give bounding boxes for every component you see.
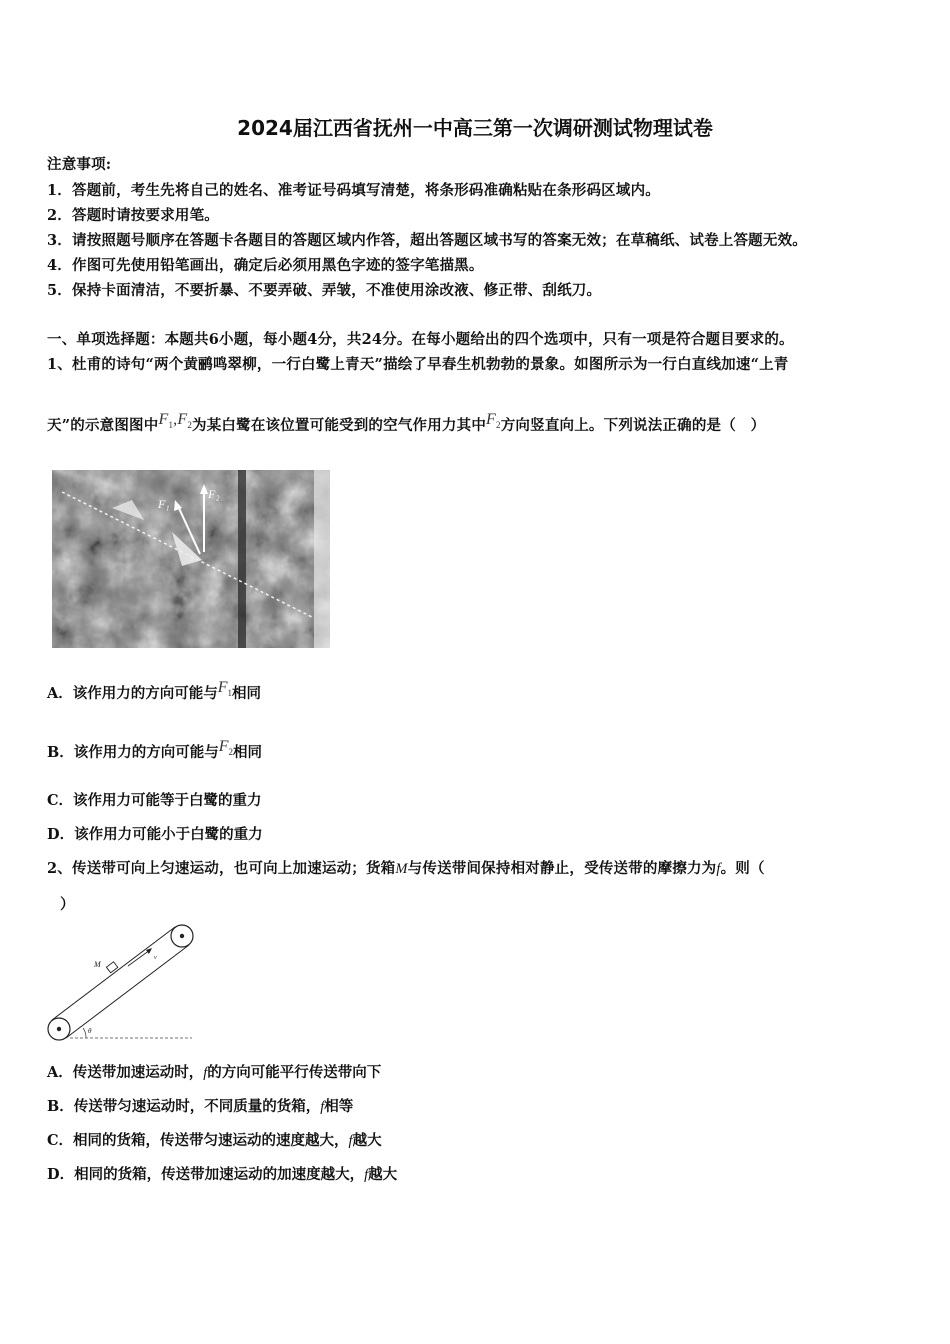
q2-option-b: B．传送带匀速运动时，不同质量的货箱，f相等 [47,1098,354,1115]
theta-label: θ [88,1027,92,1035]
q1-stem-line1: 1、杜甫的诗句“两个黄鹂鸣翠柳，一行白鹭上青天”描绘了早春生机勃勃的景象。如图所示为一行白直线加速“上青 [47,356,789,373]
f1-symbol: $F_1$ [217,679,233,699]
q1-stem-line2 [47,411,766,436]
q1-option-b: B．该作用力的方向可能与$F_2$相同 [47,738,263,761]
q1-option-a: A．该作用力的方向可能与$F_1$相同 [47,679,262,702]
page-title: 2024届江西省抚州一中高三第一次调研测试物理试卷 [237,116,713,140]
q1-stem-text-c: 方向竖直向上。下列说法正确的是（ ） [500,417,766,434]
m-label: M [94,960,101,969]
f2-symbol: $F_2$ [218,738,234,758]
belt-bottom [66,945,189,1038]
q2-option-c: C．相同的货箱，传送带匀速运动的速度越大，f越大 [47,1132,382,1149]
conveyor-belt-figure [42,918,202,1046]
note-item-2: 2．答题时请按要求用笔。 [47,207,219,224]
notes-heading: 注意事项: [47,156,112,173]
note-item-5: 5．保持卡面清洁，不要折暴、不要弄破、弄皱，不准使用涂改液、修正带、刮纸刀。 [47,282,602,299]
q1-option-d: D．该作用力可能小于白鹭的重力 [47,826,263,843]
note-item-3: 3．请按照题号顺序在答题卡各题目的答题区域内作答，超出答题区域书写的答案无效；在草稿纸、试卷上答题无效。 [47,232,807,249]
q1-stem-text-a: 天”的示意图图中 [47,417,159,434]
egret-figure [52,470,330,648]
q1-stem-text-b: 为某白鹭在该位置可能受到的空气作用力其中 [192,417,487,434]
q1-option-c: C．该作用力可能等于白鹭的重力 [47,792,262,809]
velocity-arrow [128,950,150,966]
f2-label: F₂ [208,487,220,501]
q2-option-a: A．传送带加速运动时，f的方向可能平行传送带向下 [47,1064,382,1081]
f2-symbol: $F_2$ [486,411,501,431]
q2-stem-line2: ） [60,896,75,913]
belt-top [52,927,175,1020]
note-item-1: 1．答题前，考生先将自己的姓名、准考证号码填写清楚，将条形码准确粘贴在条形码区域内。 [47,182,660,199]
section-heading: 一、单项选择题：本题共6小题，每小题4分，共24分。在每小题给出的四个选项中，只有一项是符合题目要求的。 [47,331,794,348]
f1-label: F₁ [158,497,170,511]
f1-f2-symbol: $F_1,F_2$ [158,411,193,431]
q2-option-d: D．相同的货箱，传送带加速运动的加速度越大，f越大 [47,1166,398,1183]
note-item-4: 4．作图可先使用铅笔画出，确定后必须用黑色字迹的签字笔描黑。 [47,257,484,274]
v-label: v [154,955,157,961]
q2-stem-line1: 2、传送带可向上匀速运动，也可向上加速运动；货箱M与传送带间保持相对静止，受传送带的摩擦力为f。则（ [47,860,765,877]
